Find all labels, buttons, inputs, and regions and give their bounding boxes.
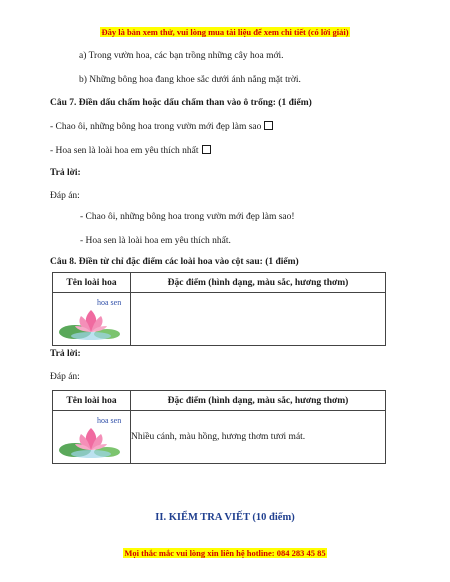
- q7-item-2: [50, 145, 211, 156]
- top-banner-text: Đây là bản xem thử, vui lòng mua tài liệu để xem chi tiết (có lời giải): [101, 27, 349, 37]
- lotus-image: [55, 416, 129, 460]
- flower-cell: [53, 293, 131, 346]
- lotus-image: [55, 298, 129, 342]
- features-answer-cell: Nhiều cánh, màu hồng, hương thơm tươi mát.: [131, 411, 386, 464]
- q7-item-1-text: - Chao ôi, những bông hoa trong vườn mới đẹp làm sao: [50, 122, 262, 132]
- q7-item-1: [50, 121, 273, 132]
- flower-image-label: hoa sen: [97, 298, 122, 307]
- answer-box-icon: [202, 145, 211, 154]
- q7-item-2-text: - Hoa sen là loài hoa em yêu thích nhất: [50, 146, 199, 156]
- q7-title: Câu 7. Điền dấu chấm hoặc dấu chấm than vào ô trống: (1 điểm): [50, 98, 312, 108]
- q7-answer-label: Đáp án:: [50, 191, 80, 201]
- bottom-banner: [0, 548, 450, 558]
- q8-answer-heading: Trả lời:: [50, 349, 81, 359]
- section-title: II. KIỂM TRA VIẾT (10 điểm): [155, 512, 295, 523]
- features-empty-cell: [131, 293, 386, 346]
- flower-image-label: hoa sen: [97, 416, 122, 425]
- q6-line-b: b) Những bông hoa đang khoe sắc dưới ánh nắng mặt trời.: [79, 75, 301, 85]
- answer-box-icon: [264, 121, 273, 130]
- q7-answer-2: - Hoa sen là loài hoa em yêu thích nhất.: [80, 236, 231, 246]
- col-header-features: Đặc điểm (hình dạng, màu sắc, hương thơm): [131, 273, 386, 293]
- col-header-flower-name: Tên loài hoa: [53, 273, 131, 293]
- bottom-banner-text: Mọi thắc mắc vui lòng xin liên hệ hotline: 084 283 45 85: [124, 548, 326, 558]
- q6-line-a: a) Trong vườn hoa, các bạn trồng những cây hoa mới.: [79, 51, 284, 61]
- q8-title: Câu 8. Điền từ chỉ đặc điểm các loài hoa vào cột sau: (1 điểm): [50, 257, 299, 267]
- top-banner: [0, 27, 450, 37]
- col-header-flower-name: Tên loài hoa: [53, 391, 131, 411]
- q7-answer-1: - Chao ôi, những bông hoa trong vườn mới đẹp làm sao!: [80, 212, 295, 222]
- q8-answer-table: [52, 390, 386, 464]
- col-header-features: Đặc điểm (hình dạng, màu sắc, hương thơm): [131, 391, 386, 411]
- flower-cell: [53, 411, 131, 464]
- q8-question-table: [52, 272, 386, 346]
- q8-answer-label: Đáp án:: [50, 372, 80, 382]
- q7-answer-heading: Trả lời:: [50, 168, 81, 178]
